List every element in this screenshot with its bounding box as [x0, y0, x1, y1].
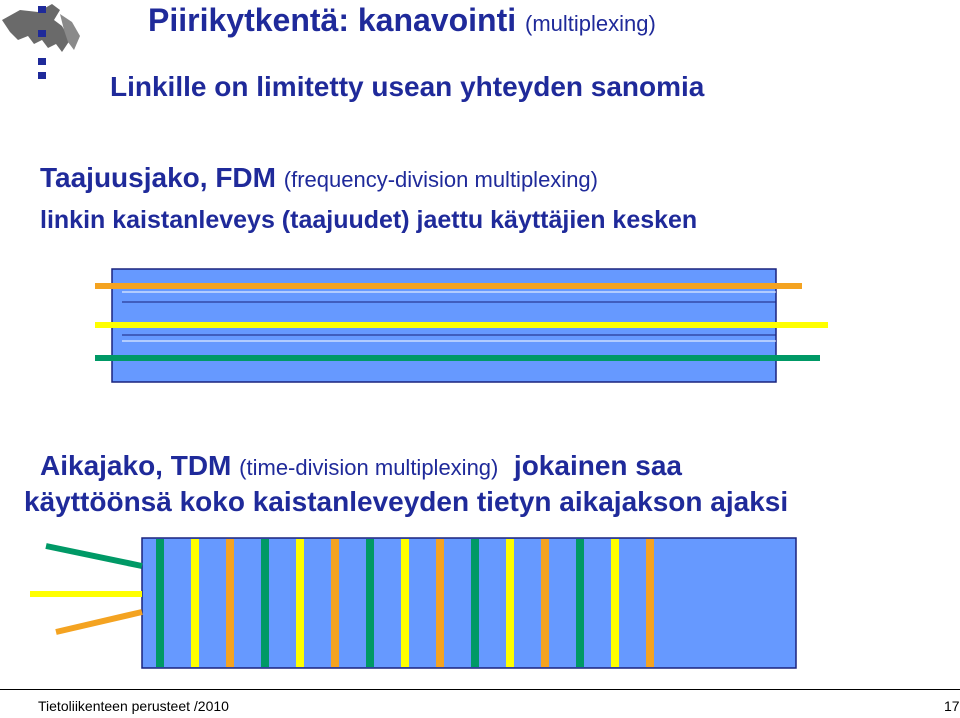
tdm-input-green — [46, 546, 142, 566]
page-title — [148, 2, 656, 39]
tdm-slot-yellow — [296, 539, 304, 667]
page-title-paren: (multiplexing) — [525, 11, 656, 36]
tdm-label: Aikajako, TDM — [40, 450, 240, 481]
tdm-slot-green — [261, 539, 269, 667]
tdm-slot-orange — [331, 539, 339, 667]
tdm-slot-orange — [226, 539, 234, 667]
tdm-slot-orange — [436, 539, 444, 667]
tdm-label-b: jokainen saa — [498, 450, 682, 481]
tdm-paren: (time-division multiplexing) — [239, 455, 499, 480]
tdm-slot-yellow — [191, 539, 199, 667]
tdm-slot-orange — [646, 539, 654, 667]
fdm-paren: (frequency-division multiplexing) — [283, 167, 598, 192]
tdm-slot-yellow — [611, 539, 619, 667]
tdm-description: käyttöönsä koko kaistanleveyden tietyn aikajakson ajaksi — [24, 486, 789, 517]
tdm-slot-green — [471, 539, 479, 667]
tdm-slot-green — [576, 539, 584, 667]
page-title-main: Piirikytkentä: kanavointi — [148, 2, 517, 38]
tdm-diagram — [30, 538, 796, 668]
footer-course: Tietoliikenteen perusteet /2010 — [38, 698, 229, 714]
tdm-slot-yellow — [401, 539, 409, 667]
university-logo-icon — [2, 4, 80, 79]
tdm-slot-yellow — [506, 539, 514, 667]
page-number: 17 — [944, 698, 960, 714]
tdm-slot-green — [366, 539, 374, 667]
page-subtitle: Linkille on limitetty usean yhteyden sanomia — [110, 71, 705, 102]
tdm-link-box — [142, 538, 796, 668]
fdm-label: Taajuusjako, FDM — [40, 162, 284, 193]
fdm-description: linkin kaistanleveys (taajuudet) jaettu käyttäjien kesken — [40, 206, 698, 234]
tdm-heading — [40, 450, 682, 482]
tdm-slot-green — [156, 539, 164, 667]
tdm-slot-orange — [541, 539, 549, 667]
tdm-input-orange — [56, 612, 142, 632]
fdm-heading — [40, 162, 598, 194]
tdm-slots — [156, 539, 654, 667]
footer-divider — [0, 689, 960, 690]
fdm-diagram — [95, 269, 828, 382]
